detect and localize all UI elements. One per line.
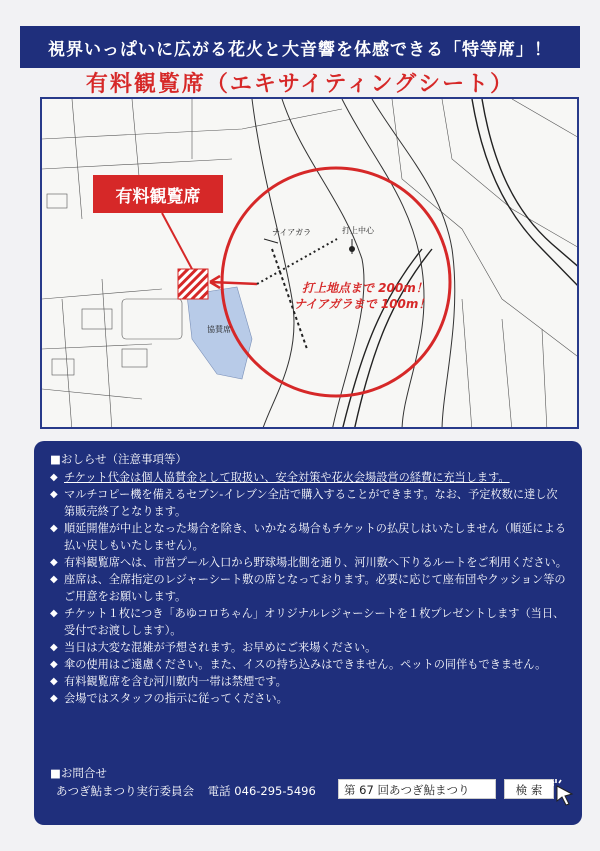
diamond-bullet-icon: ◆ bbox=[50, 557, 58, 568]
niagara-label: ナイアガラ bbox=[272, 228, 312, 237]
contact-phone: 電話 046-295-5496 bbox=[207, 784, 316, 798]
contact-org: あつぎ鮎まつり実行委員会 bbox=[56, 784, 194, 798]
search-button[interactable]: 検 索 bbox=[504, 779, 554, 799]
notice-panel bbox=[34, 441, 582, 825]
diamond-bullet-icon: ◆ bbox=[50, 574, 58, 585]
diamond-bullet-icon: ◆ bbox=[50, 642, 58, 653]
diamond-bullet-icon: ◆ bbox=[50, 489, 58, 500]
diamond-bullet-icon: ◆ bbox=[50, 523, 58, 534]
notice-item: ◆ 順延開催が中止となった場合を除き、いかなる場合もチケットの払戻しはいたしません（順延による払い戻しもいたしません）。 bbox=[50, 522, 566, 552]
contact-heading: ■お問合せ bbox=[50, 766, 107, 780]
notice-item: ◆ 有料観覧席を含む河川敷内一帯は禁煙です。 bbox=[50, 675, 287, 688]
notice-item: ◆ チケット１枚につき「あゆコロちゃん」オリジナルレジャーシートを１枚プレゼントします（当日、受付でお渡しします）。 bbox=[50, 607, 565, 637]
venue-map bbox=[40, 97, 579, 429]
diamond-bullet-icon: ◆ bbox=[50, 676, 58, 687]
notice-item: ◆ 傘の使用はご遠慮ください。また、イスの持ち込みはできません。ペットの同伴もできません。 bbox=[50, 658, 547, 671]
diamond-bullet-icon: ◆ bbox=[50, 608, 58, 619]
cursor-click-icon bbox=[548, 777, 580, 809]
header-banner: 視界いっぱいに広がる花火と大音響を体感できる「特等席」！ bbox=[20, 26, 580, 68]
notice-item: ◆ 座席は、全席指定のレジャーシート敷の席となっております。必要に応じて座布団やクッション等のご用意をお願いします。 bbox=[50, 573, 566, 603]
notice-item: ◆ チケット代金は個人協賛金として取扱い、安全対策や花火会場設営の経費に充当します。 bbox=[50, 471, 510, 484]
notice-item: ◆ マルチコピー機を備えるセブン-イレブン全店で購入することができます。なお、予定枚数に達し次第販売終了となります。 bbox=[50, 488, 558, 518]
paid-seat-callout: 有料観覧席 bbox=[93, 175, 223, 213]
diamond-bullet-icon: ◆ bbox=[50, 693, 58, 704]
notice-item: ◆ 会場ではスタッフの指示に従ってください。 bbox=[50, 692, 288, 705]
notice-item: ◆ 有料観覧席へは、市営プール入口から野球場北側を通り、河川敷へ下りるルートをご利用ください。 bbox=[50, 556, 567, 569]
search-input[interactable]: 第 67 回あつぎ鮎まつり bbox=[338, 779, 496, 799]
map-drawing bbox=[42, 99, 579, 429]
distance-to-niagara: ナイアガラまで 100m！ bbox=[294, 297, 431, 311]
contact-info bbox=[56, 783, 316, 800]
notice-heading: ■おしらせ（注意事項等） bbox=[50, 452, 188, 466]
launch-center-label: 打上中心 bbox=[342, 226, 374, 235]
notice-item: ◆ 当日は大変な混雑が予想されます。お早めにご来場ください。 bbox=[50, 641, 377, 654]
diamond-bullet-icon: ◆ bbox=[50, 659, 58, 670]
diamond-bullet-icon: ◆ bbox=[50, 472, 58, 483]
spectator-area-label: 協賛席 bbox=[207, 325, 231, 334]
notice-list bbox=[50, 469, 568, 707]
distance-to-launch: 打上地点まで 200m！ bbox=[302, 281, 428, 295]
page-title: 有料観覧席（エキサイティングシート） bbox=[85, 71, 515, 97]
